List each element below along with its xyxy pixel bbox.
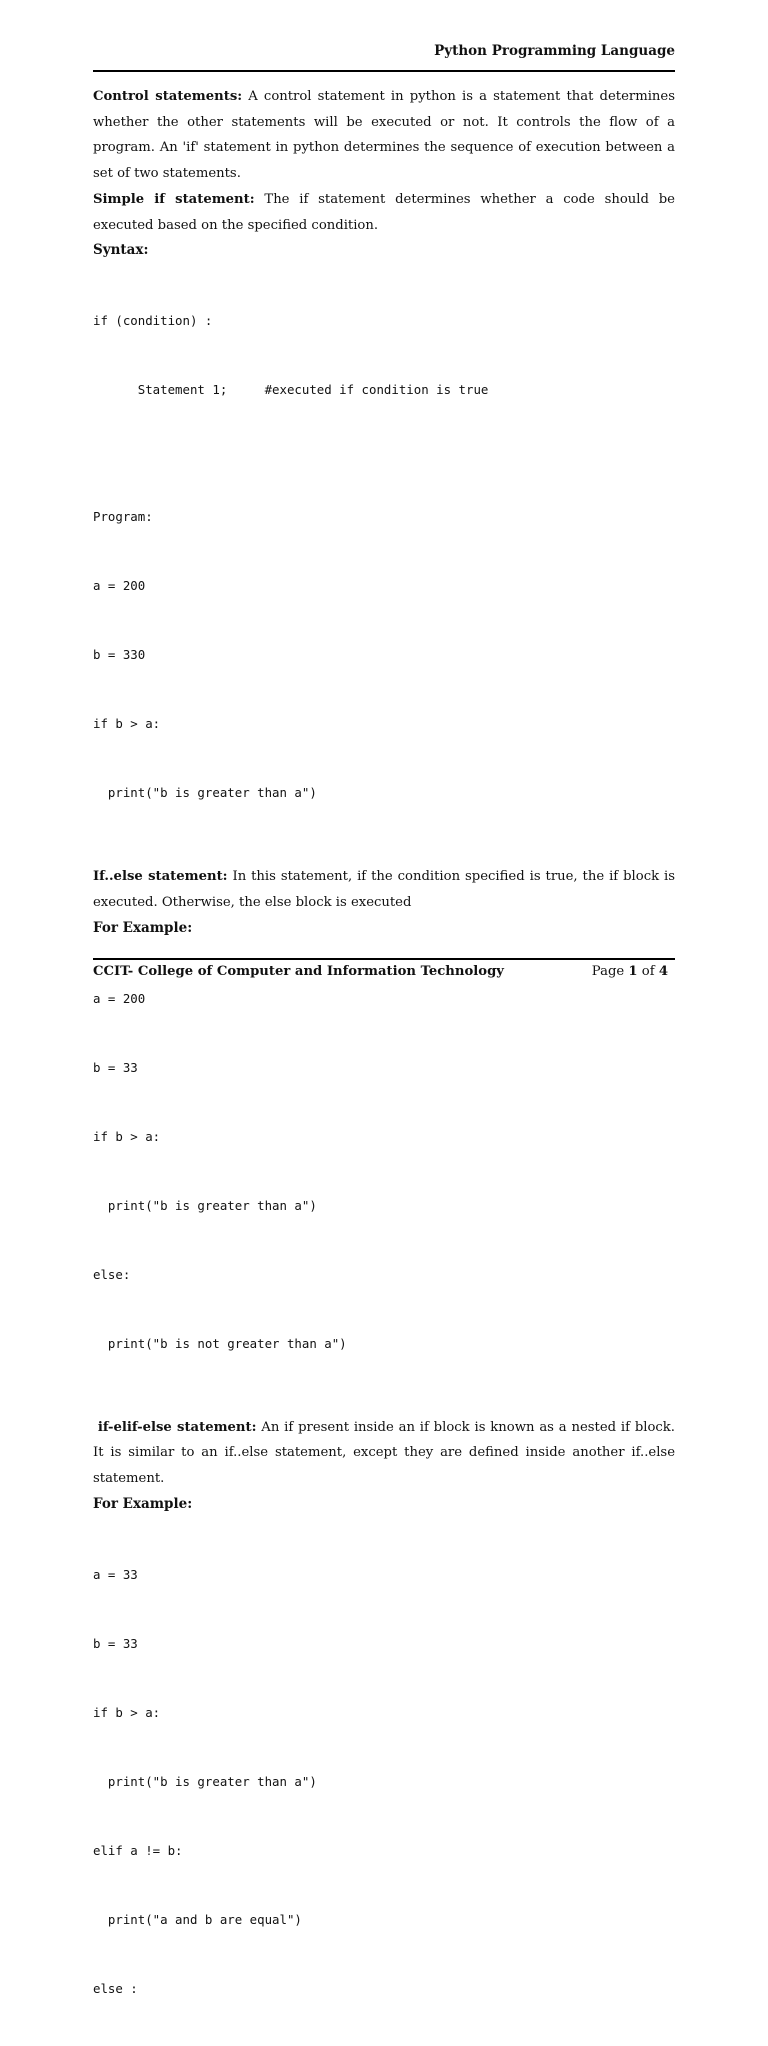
code-line: b = 33 <box>93 1635 138 1651</box>
control-statements-paragraph <box>93 84 675 187</box>
syntax-heading: Syntax: <box>93 242 149 259</box>
code-line: print("b is not greater than a") <box>93 1335 347 1351</box>
header-divider <box>93 70 675 72</box>
page-header-title: Python Programming Language <box>434 43 675 59</box>
page-total: 4 <box>658 964 668 979</box>
code-line: a = 33 <box>93 1566 138 1582</box>
footer-institution: CCIT- College of Computer and Information Technology <box>93 964 504 979</box>
syntax-code-block <box>93 263 675 447</box>
control-statements-label: Control statements: <box>93 89 243 104</box>
code-line: if b > a: <box>93 716 161 732</box>
simple-if-label: Simple if statement: <box>93 191 255 207</box>
footer-divider <box>93 958 675 960</box>
if-elif-example-heading: For Example: <box>93 1495 193 1512</box>
if-elif-code-block <box>93 1517 675 2046</box>
code-line: a = 200 <box>93 578 146 594</box>
code-line: print("b is greater than a") <box>93 1773 317 1789</box>
code-line: Program: <box>93 509 153 525</box>
code-line: b = 330 <box>93 647 146 663</box>
code-line: if b > a: <box>93 1128 161 1144</box>
page-current: 1 <box>628 964 638 979</box>
page-word: Page <box>591 964 625 979</box>
program-code-block <box>93 459 675 850</box>
code-line: else: <box>93 1266 131 1282</box>
if-else-paragraph <box>93 864 675 915</box>
code-line: else : <box>93 1980 138 1996</box>
document-body <box>93 84 675 2046</box>
code-line: a = 200 <box>93 990 146 1006</box>
if-else-example-heading: For Example: <box>93 919 193 936</box>
if-elif-else-label: if-elif-else statement: <box>97 1419 257 1435</box>
code-line: elif a != b: <box>93 1842 183 1858</box>
code-line: print("b is greater than a") <box>93 1197 317 1213</box>
of-word: of <box>641 964 655 979</box>
simple-if-paragraph <box>93 187 675 238</box>
if-else-text: In this statement, if the condition specified is true, the if block is executed. Otherwise, the else block is executed <box>93 869 676 910</box>
code-line: b = 33 <box>93 1059 138 1075</box>
if-else-code-block <box>93 941 675 1401</box>
page-number <box>592 964 668 979</box>
control-statements-text: A control statement in python is a statement that determines whether the other statements will be executed or not. It controls the flow of a program. An 'if' statement in python determines the sequence of execution between a set of two statements. <box>93 89 675 182</box>
simple-if-text: The if statement determines whether a code should be executed based on the specified condition. <box>93 191 675 233</box>
code-line: Statement 1; #executed if condition is true <box>93 382 489 398</box>
code-line: if b > a: <box>93 1704 161 1720</box>
if-else-label: If..else statement: <box>93 869 228 885</box>
code-line: print("b is greater than a") <box>93 785 317 801</box>
code-line: print("a and b are equal") <box>93 1911 302 1927</box>
code-line: if (condition) : <box>93 313 213 329</box>
if-elif-else-paragraph <box>93 1415 675 1492</box>
if-elif-else-text: An if present inside an if block is known as a nested if block. It is similar to an if..else statement, except they are defined inside another if..else statement. <box>93 1419 675 1487</box>
